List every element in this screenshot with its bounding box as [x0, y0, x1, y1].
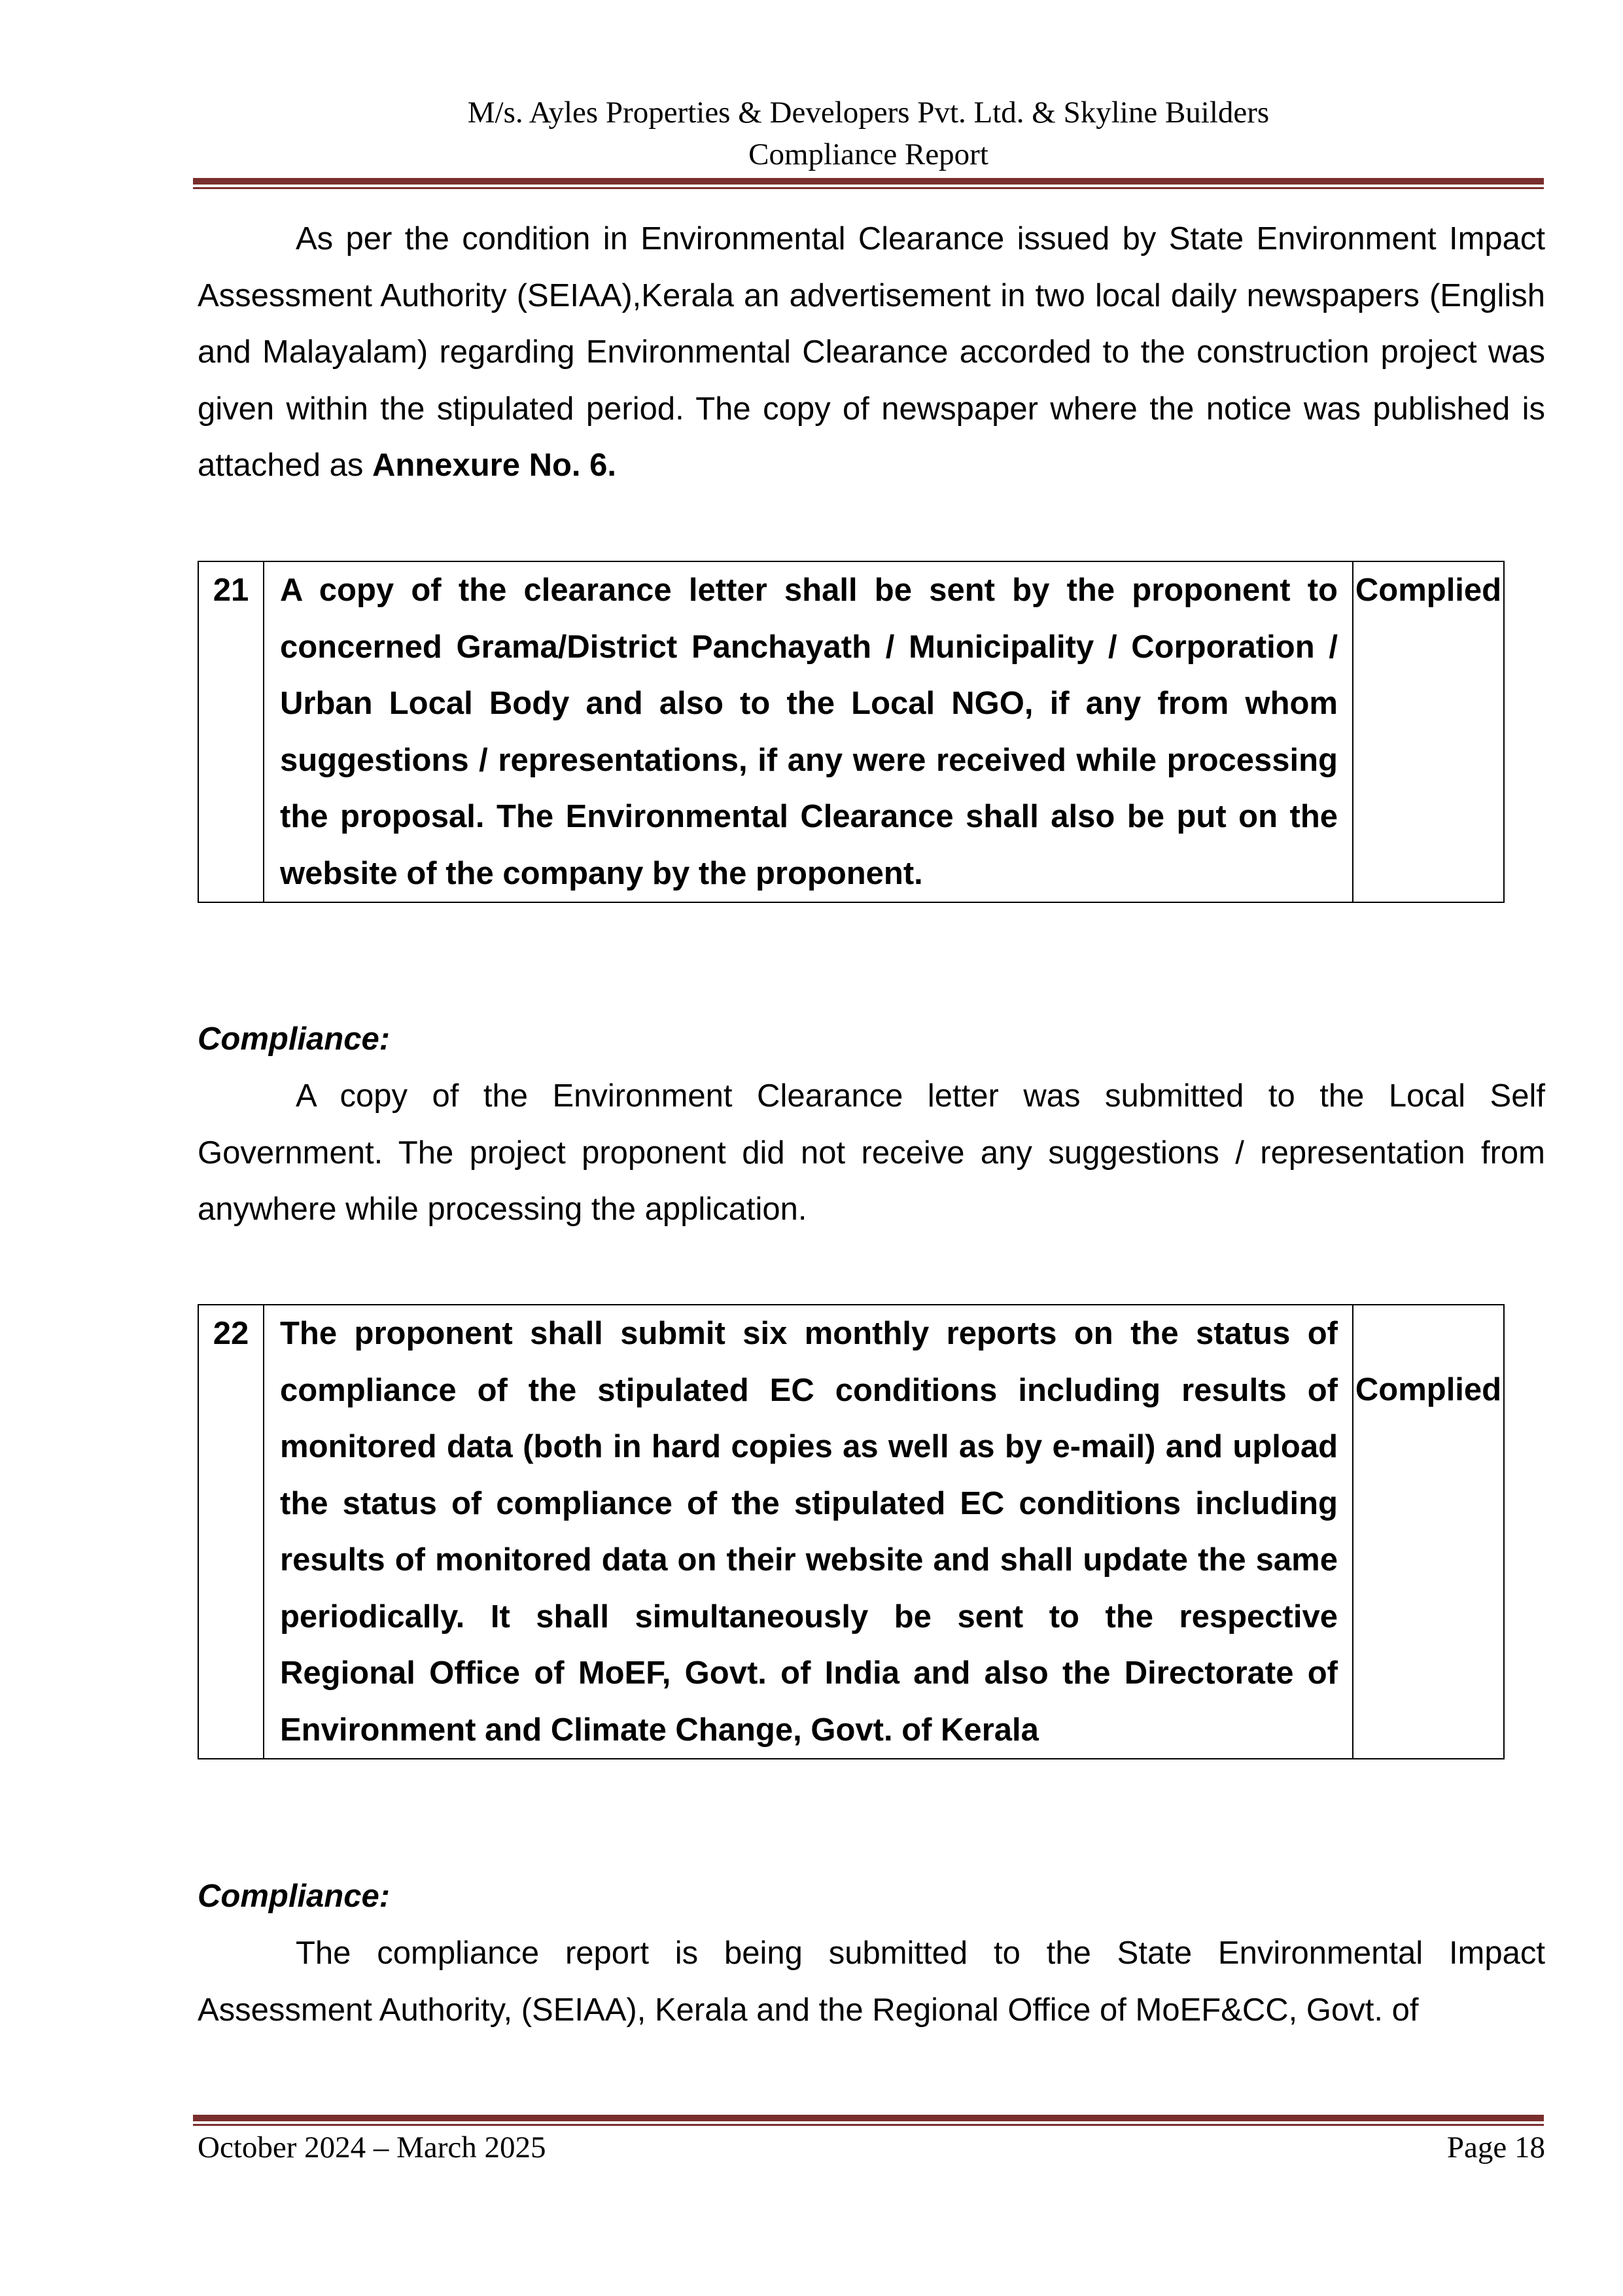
condition-status: Complied	[1353, 1305, 1504, 1759]
annexure-reference: Annexure No. 6.	[372, 448, 616, 483]
intro-text: As per the condition in Environmental Clearance issued by State Environment Impact Assessment Authority (SEIAA),Kerala an advertisement in two local daily newspapers (English and Malayalam) regarding Environmental Clearance accorded to the construction project was given within the stipulated period. The copy of newspaper where the notice was published is attached as	[198, 221, 1545, 483]
compliance-paragraph: A copy of the Environment Clearance letter was submitted to the Local Self Government. The project proponent did not receive any suggestions / representation from anywhere while processing the application.	[198, 1078, 1545, 1227]
condition-text: The proponent shall submit six monthly reports on the status of compliance of the stipulated EC conditions including results of monitored data (both in hard copies as well as by e-mail) and upload the status of compliance of the stipulated EC conditions including results of monitored data on their website and shall update the same periodically. It shall simultaneously be sent to the respective Regional Office of MoEF, Govt. of India and also the Directorate of Environment and Climate Change, Govt. of Kerala	[264, 1305, 1353, 1759]
condition-table-21	[198, 561, 1505, 903]
footer-rule	[193, 2115, 1544, 2126]
intro-paragraph	[198, 211, 1545, 494]
compliance-paragraph: The compliance report is being submitted to the State Environmental Impact Assessment Authority, (SEIAA), Kerala and the Regional Office of MoEF&CC, Govt. of	[198, 1935, 1545, 2028]
condition-table-22	[198, 1304, 1505, 1759]
header-rule	[193, 178, 1544, 189]
table-row	[198, 1305, 1504, 1759]
footer-period: October 2024 – March 2025	[198, 2130, 546, 2164]
condition-text: A copy of the clearance letter shall be sent by the proponent to concerned Grama/District Panchayath / Municipality / Corporation / Urban Local Body and also to the Local NGO, if any from whom suggestions / representations, if any were received while processing the proposal. The Environmental Clearance shall also be put on the website of the company by the proponent.	[264, 561, 1353, 902]
header-report-title: Compliance Report	[748, 137, 988, 171]
compliance-heading: Compliance:	[198, 1879, 391, 1914]
table-row	[198, 561, 1504, 902]
header-company: M/s. Ayles Properties & Developers Pvt. Ltd. & Skyline Builders	[467, 96, 1270, 130]
page-number: Page 18	[1446, 2130, 1545, 2164]
condition-status: Complied	[1353, 561, 1504, 902]
page-header	[193, 92, 1544, 175]
condition-number: 21	[198, 561, 264, 902]
compliance-heading: Compliance:	[198, 1021, 391, 1057]
condition-number: 22	[198, 1305, 264, 1759]
